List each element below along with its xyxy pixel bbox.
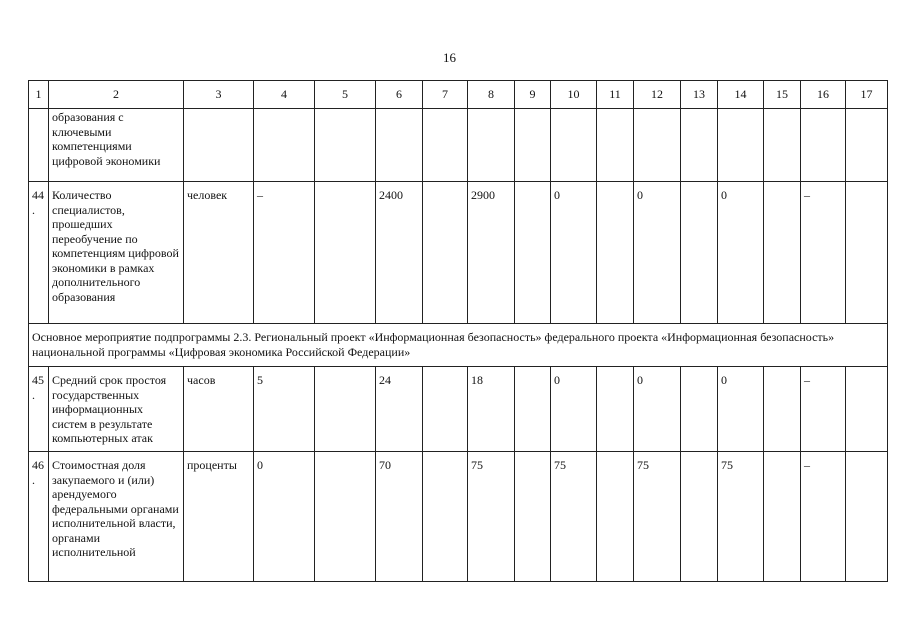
value-cell: 0 [254,452,315,582]
value-cell: 70 [376,452,423,582]
value-cell: 2400 [376,182,423,324]
value-cell [551,109,597,182]
value-cell: 0 [718,367,764,452]
value-cell: 0 [718,182,764,324]
value-cell: 0 [634,367,681,452]
value-cell [681,367,718,452]
indicator-name: образования с ключевыми компетенциями цифровой экономики [49,109,184,182]
header-cell: 17 [846,81,888,109]
indicator-name: Количество специалистов, прошедших переобучение по компетенциям цифровой экономики в рамках дополнительного образования [49,182,184,324]
value-cell [423,109,468,182]
row-number [29,109,49,182]
header-cell: 7 [423,81,468,109]
value-cell [846,109,888,182]
value-cell: 2900 [468,182,515,324]
header-cell: 16 [801,81,846,109]
value-cell [846,452,888,582]
value-cell [254,109,315,182]
value-cell [515,182,551,324]
value-cell [597,109,634,182]
row-number: 46. [29,452,49,582]
header-cell: 9 [515,81,551,109]
header-cell: 10 [551,81,597,109]
value-cell: 5 [254,367,315,452]
value-cell [597,182,634,324]
value-cell: 0 [634,182,681,324]
value-cell: – [801,182,846,324]
table-row [29,109,888,182]
value-cell: – [254,182,315,324]
header-cell: 2 [49,81,184,109]
value-cell: 75 [468,452,515,582]
indicators-table [28,80,888,582]
value-cell [764,367,801,452]
value-cell: 0 [551,367,597,452]
value-cell [718,109,764,182]
value-cell: 75 [634,452,681,582]
value-cell [681,109,718,182]
value-cell [597,452,634,582]
value-cell: 75 [718,452,764,582]
header-cell: 14 [718,81,764,109]
section-heading: Основное мероприятие подпрограммы 2.3. Региональный проект «Информационная безопасность» федерального проекта «Информационная безопасность» национальной программы «Цифровая экономика Российской Федерации» [29,324,888,367]
value-cell [634,109,681,182]
value-cell [468,109,515,182]
value-cell [315,182,376,324]
value-cell [597,367,634,452]
row-number: 44. [29,182,49,324]
table-row [29,452,888,582]
unit-cell: человек [184,182,254,324]
section-heading-row [29,324,888,367]
table-header-row [29,81,888,109]
unit-cell [184,109,254,182]
table-row [29,367,888,452]
value-cell [515,367,551,452]
header-cell: 11 [597,81,634,109]
value-cell [681,182,718,324]
value-cell: 24 [376,367,423,452]
value-cell [423,367,468,452]
value-cell [315,452,376,582]
value-cell [681,452,718,582]
value-cell [315,367,376,452]
value-cell: – [801,452,846,582]
value-cell [376,109,423,182]
value-cell [846,367,888,452]
value-cell [846,182,888,324]
indicator-name: Стоимостная доля закупаемого и (или) арендуемого федеральными органами исполнительной власти, органами исполнительной [49,452,184,582]
value-cell [315,109,376,182]
value-cell [764,452,801,582]
header-cell: 4 [254,81,315,109]
value-cell [764,182,801,324]
value-cell: 0 [551,182,597,324]
indicator-name: Средний срок простоя государственных информационных систем в результате компьютерных атак [49,367,184,452]
header-cell: 13 [681,81,718,109]
value-cell: – [801,367,846,452]
value-cell [515,109,551,182]
value-cell [423,182,468,324]
header-cell: 15 [764,81,801,109]
value-cell [801,109,846,182]
value-cell: 18 [468,367,515,452]
header-cell: 1 [29,81,49,109]
page-number: 16 [443,50,456,65]
header-cell: 8 [468,81,515,109]
unit-cell: проценты [184,452,254,582]
value-cell [515,452,551,582]
header-cell: 12 [634,81,681,109]
header-cell: 6 [376,81,423,109]
value-cell [423,452,468,582]
value-cell: 75 [551,452,597,582]
value-cell [764,109,801,182]
header-cell: 3 [184,81,254,109]
unit-cell: часов [184,367,254,452]
header-cell: 5 [315,81,376,109]
table-row [29,182,888,324]
row-number: 45. [29,367,49,452]
